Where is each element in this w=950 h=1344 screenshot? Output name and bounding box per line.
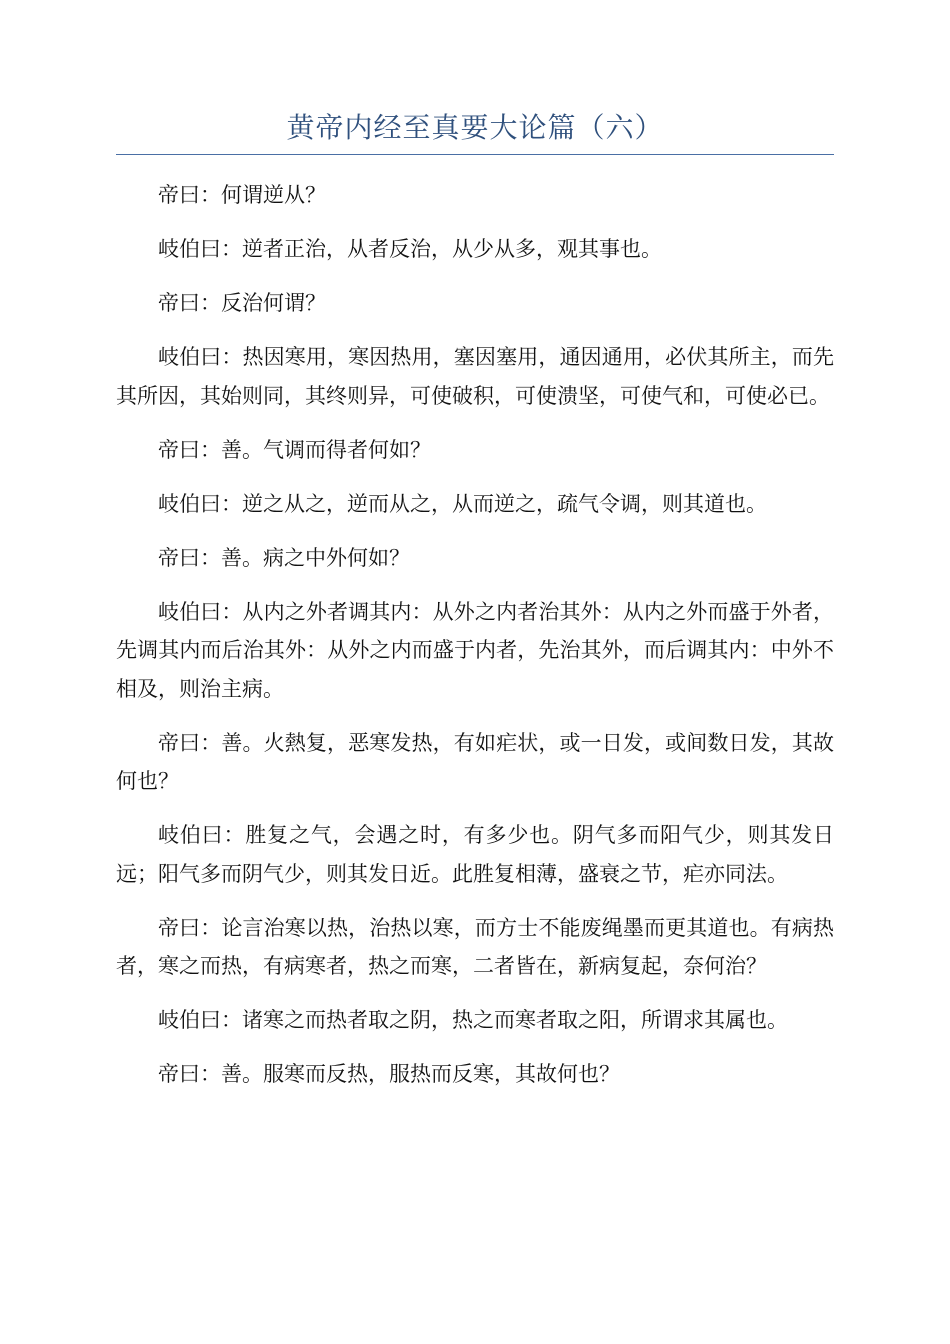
paragraph-1: 帝曰：何谓逆从？: [158, 183, 326, 207]
paragraph-6: 岐伯曰：逆之从之，逆而从之，从而逆之，疏气令调，则其道也。: [158, 491, 767, 516]
paragraph-3: 帝曰：反治何谓？: [158, 291, 326, 315]
paragraph-5: 帝曰：善。气调而得者何如？: [158, 437, 431, 462]
paragraph-4: 岐伯曰：热因寒用，寒因热用，塞因塞用，通因通用，必伏其所主，而先其所因，其始则同，其终则异，可使破积，可使溃坚，可使气和，可使必已。: [116, 345, 834, 408]
paragraph-7: 帝曰：善。病之中外何如？: [158, 545, 410, 570]
paragraph-12: 岐伯曰：诸寒之而热者取之阴，热之而寒者取之阳，所谓求其属也。: [158, 1008, 788, 1032]
title-underline: [116, 154, 834, 155]
document-title: 黄帝内经至真要大论篇（六）: [286, 111, 664, 144]
paragraph-8: 岐伯曰：从内之外者调其内：从外之内者治其外：从内之外而盛于外者，先调其内而后治其外：从外之内而盛于内者，先治其外，而后调其内：中外不相及，则治主病。: [116, 599, 834, 701]
paragraph-9: 帝曰：善。火熱复，恶寒发热，有如疟状，或一日发，或间数日发，其故何也？: [116, 730, 834, 793]
document-body: [116, 176, 834, 1109]
paragraph-13: 帝曰：善。服寒而反热，服热而反寒，其故何也？: [158, 1062, 620, 1086]
paragraph-11: 帝曰：论言治寒以热，治热以寒，而方士不能废绳墨而更其道也。有病热者，寒之而热，有病寒者，热之而寒，二者皆在，新病复起，奈何治？: [116, 915, 834, 978]
paragraph-2: 岐伯曰：逆者正治，从者反治，从少从多，观其事也。: [158, 237, 662, 261]
paragraph-10: 岐伯曰：胜复之气，会遇之时，有多少也。阴气多而阳气少，则其发日远；阳气多而阴气少，则其发日近。此胜复相薄，盛衰之节，疟亦同法。: [116, 823, 834, 886]
